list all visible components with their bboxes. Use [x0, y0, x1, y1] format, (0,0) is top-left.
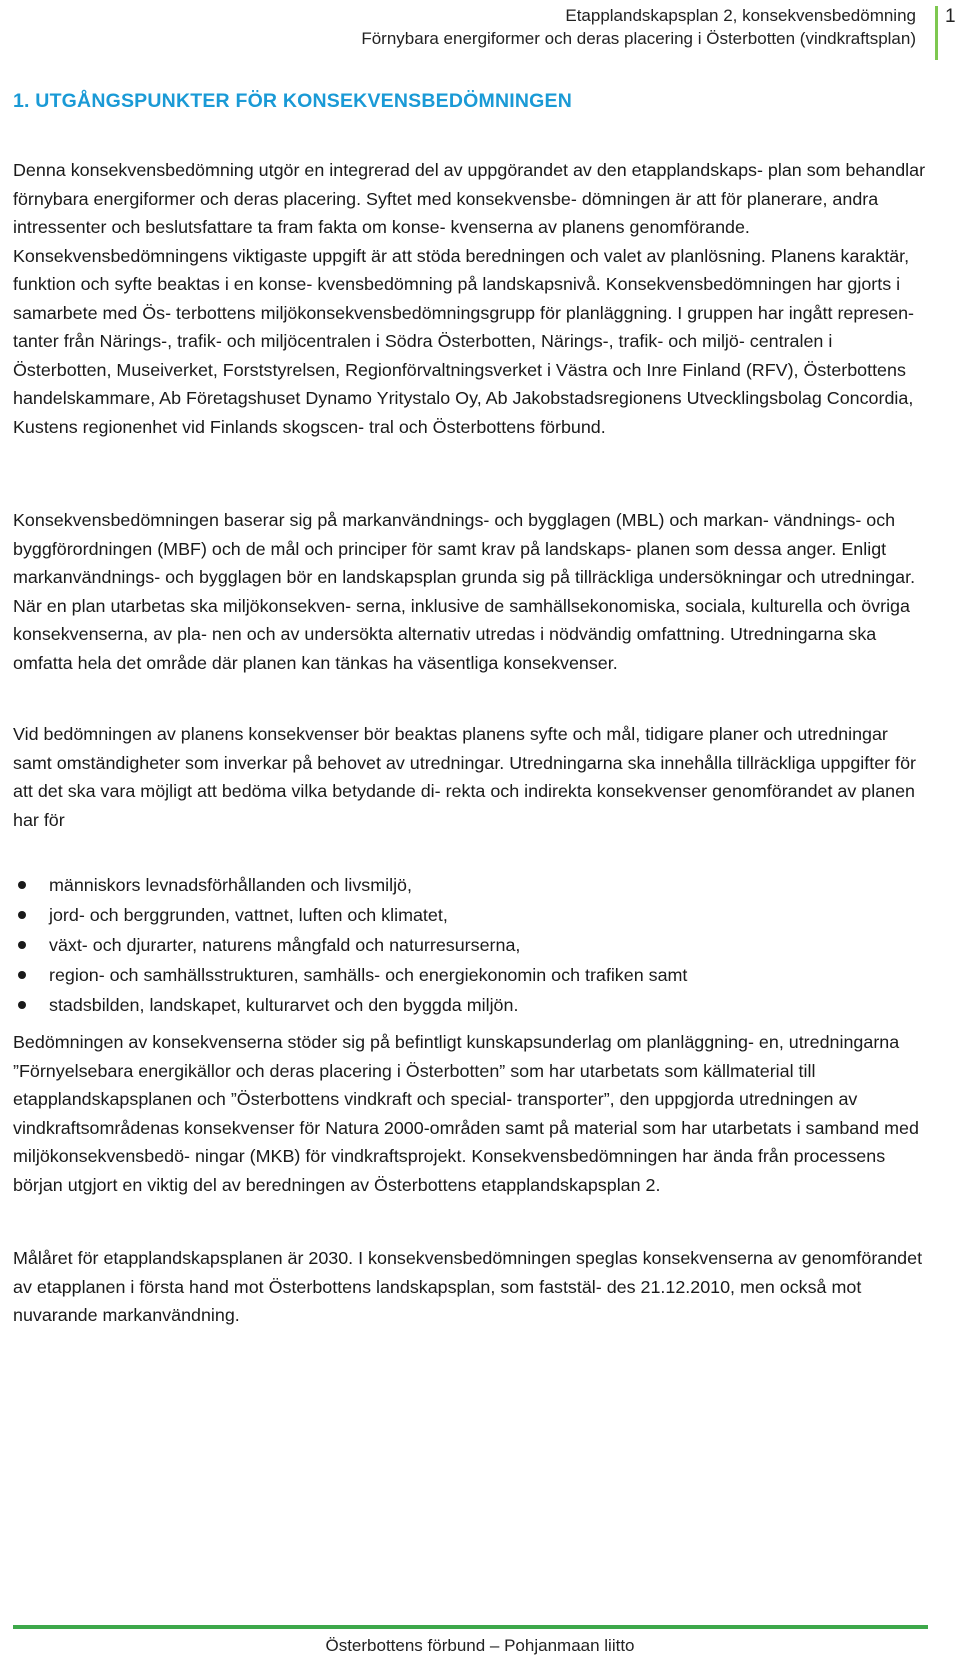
paragraph-5: Målåret för etapplandskapsplanen är 2030. I konsekvensbedömningen speglas konsekvenserna av genomförandet av etapplanen i första hand mot Österbottens landskapsplan, som faststäl- des 21.12.2010, men också mot nuvarande markanvändning. — [13, 1248, 923, 1325]
running-header — [361, 4, 916, 50]
consequence-list — [13, 870, 928, 1020]
list-item-text: människors levnadsförhållanden och livsmiljö, — [49, 875, 412, 895]
page-number: 1 — [945, 6, 956, 27]
list-item — [13, 960, 928, 990]
list-item-text: jord- och berggrunden, vattnet, luften och klimatet, — [49, 905, 448, 925]
bullet-icon — [18, 941, 26, 949]
header-line-2: Förnybara energiformer och deras placering i Österbotten (vindkraftsplan) — [361, 29, 916, 48]
footer-text: Österbottens förbund – Pohjanmaan liitto — [325, 1636, 635, 1655]
list-item-text: växt- och djurarter, naturens mångfald och naturresurserna, — [49, 935, 521, 955]
paragraph-1: Denna konsekvensbedömning utgör en integrerad del av uppgörandet av den etapplandskaps- plan som behandlar förnybara energiformer och deras placering. Syftet med konsekvensbe- dömningen är att för planerare, andra intressenter och beslutsfattare ta fram fakta om konse- kvenserna av planens genomförande. Konsekvensbedömningens viktigaste uppgift är att stöda beredningen och valet av planlösning. Planens karaktär, funktion och syfte beaktas i en konse- kvensbedömning på landskapsnivå. Konsekvensbedömningen har gjorts i samarbete med Ös- terbottens miljökonsekvensbedömningsgrupp för planläggning. I gruppen har ingått represen- tanter från Närings-, trafik- och miljöcentralen i Södra Österbotten, Närings-, trafik- och miljö- centralen i Österbotten, Museiverket, Forststyrelsen, Regionförvaltningsverket i Västra och Inre Finland (RFV), Österbottens handelskammare, Ab Företagshuset Dynamo Yritystalo Oy, Ab Jakobstadsregionens Utvecklingsbolag Concordia, Kustens regionenhet vid Finlands skogscen- tral och Österbottens förbund. — [13, 160, 926, 437]
list-item — [13, 870, 928, 900]
bullet-icon — [18, 881, 26, 889]
list-item — [13, 930, 928, 960]
list-item — [13, 900, 928, 930]
list-item-text: region- och samhällsstrukturen, samhälls- och energiekonomin och trafiken samt — [49, 965, 688, 985]
section-heading: 1. UTGÅNGSPUNKTER FÖR KONSEKVENSBEDÖMNINGEN — [13, 90, 572, 112]
paragraph-2: Konsekvensbedömningen baserar sig på markanvändnings- och bygglagen (MBL) och markan- vändnings- och byggförordningen (MBF) och de mål och principer för samt krav på landskaps- planen som dessa anger. Enligt markanvändnings- och bygglagen bör en landskapsplan grunda sig på tillräckliga undersökningar och utredningar. När en plan utarbetas ska miljökonsekven- serna, inklusive de samhällsekonomiska, sociala, kulturella och övriga konsekvenserna, av pla- nen och av undersökta alternativ utredas i nödvändig omfattning. Utredningarna ska omfatta hela det område där planen kan tänkas ha väsentliga konsekvenser. — [13, 510, 916, 673]
footer-divider — [13, 1625, 928, 1629]
list-item — [13, 990, 928, 1020]
header-line-1: Etapplandskapsplan 2, konsekvensbedömning — [565, 6, 916, 25]
bullet-icon — [18, 1001, 26, 1009]
bullet-icon — [18, 911, 26, 919]
paragraph-3: Vid bedömningen av planens konsekvenser bör beaktas planens syfte och mål, tidigare planer och utredningar samt omständigheter som inverkar på behovet av utredningar. Utredningarna ska innehålla tillräckliga uppgifter för att det ska vara möjligt att bedöma vilka betydande di- rekta och indirekta konsekvenser genomförandet av planen har för — [13, 724, 916, 830]
paragraph-4: Bedömningen av konsekvenserna stöder sig på befintligt kunskapsunderlag om planläggning- en, utredningarna ”Förnyelsebara energikällor och deras placering i Österbotten” som har utarbetats som källmaterial till etapplandskapsplanen och ”Österbottens vindkraft och special- transporter”, den uppgjorda utredningen av vindkraftsområdenas konsekvenser för Natura 2000-områden samt på material som har utarbetats i samband med miljökonsekvensbedö- ningar (MKB) för vindkraftsprojekt. Konsekvensbedömningen har ända från processens början utgjort en viktig del av beredningen av Österbottens etapplandskapsplan 2. — [13, 1032, 919, 1195]
bullet-icon — [18, 971, 26, 979]
list-item-text: stadsbilden, landskapet, kulturarvet och den byggda miljön. — [49, 995, 519, 1015]
header-divider — [935, 6, 938, 60]
